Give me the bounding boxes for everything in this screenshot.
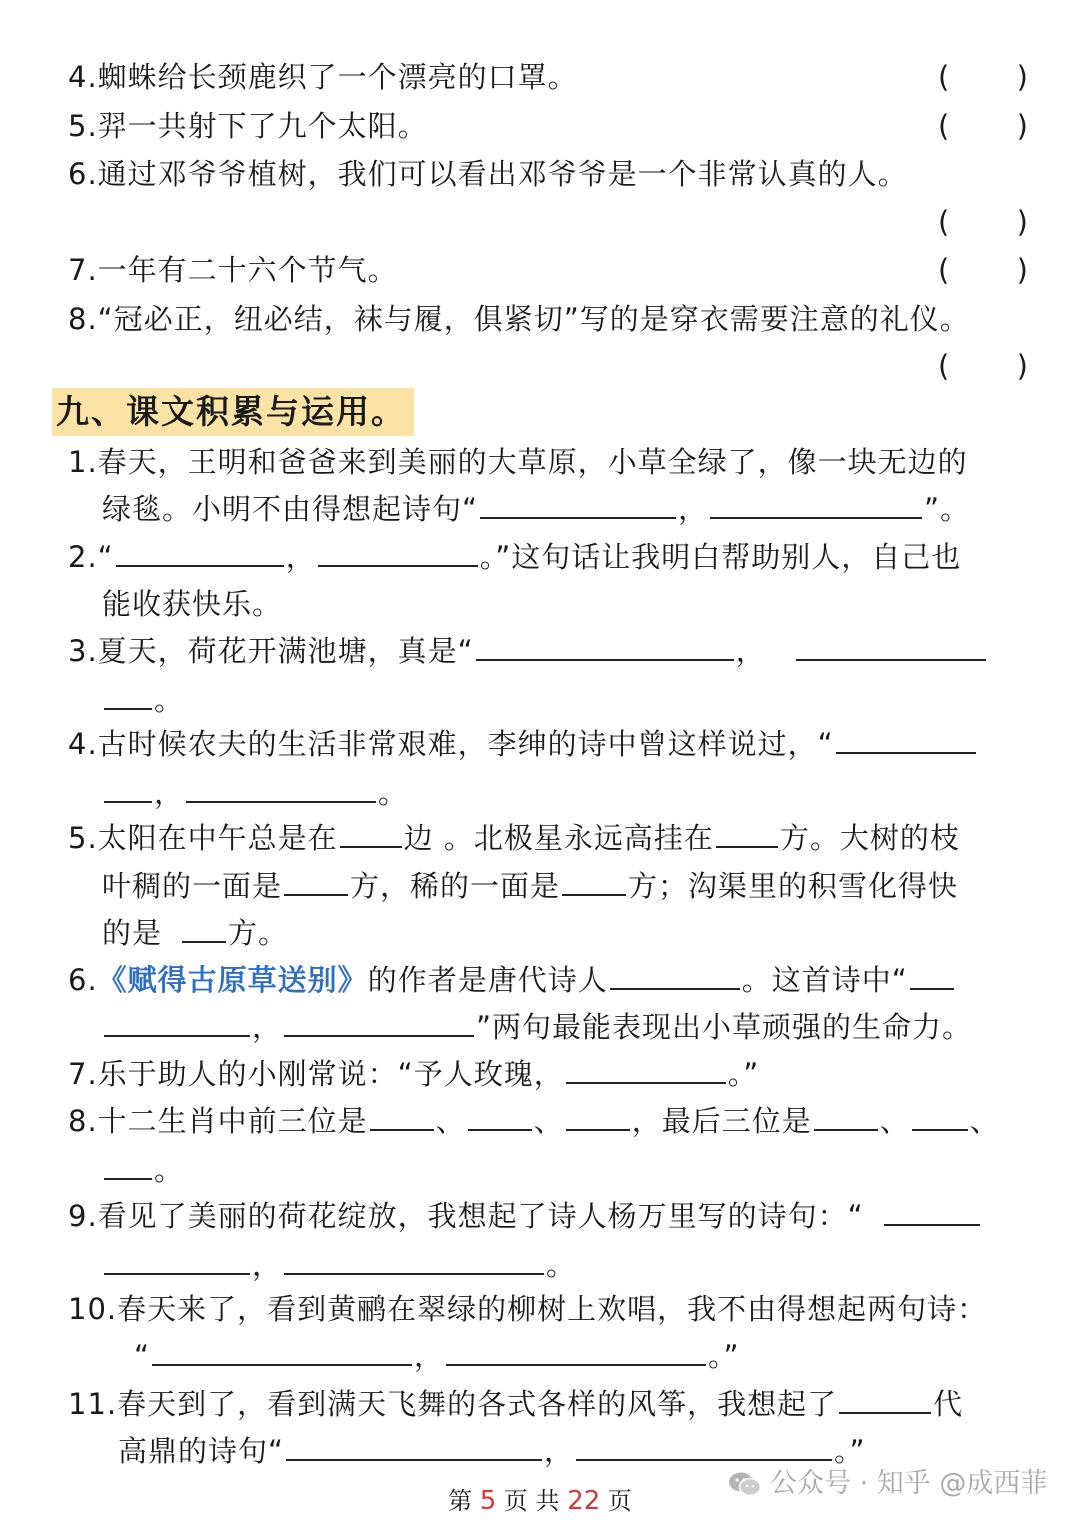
answer-paren[interactable]: ( ) xyxy=(938,60,1028,94)
answer-blank[interactable] xyxy=(104,1009,250,1037)
fill-q4-line1: 4.古时候农夫的生活非常艰难，李绅的诗中曾这样说过，“ xyxy=(68,724,978,764)
answer-paren[interactable]: ( ) xyxy=(938,109,1028,143)
fill-q9-line2: ， 。 xyxy=(102,1245,576,1285)
answer-blank[interactable] xyxy=(284,1009,474,1037)
judge-q4: 4.蜘蛛给长颈鹿织了一个漂亮的口罩。 xyxy=(68,60,578,94)
answer-blank[interactable] xyxy=(284,868,348,896)
fill-q10-line1: 10.春天来了，看到黄鹂在翠绿的柳树上欢唱，我不由得想起两句诗： xyxy=(68,1292,988,1326)
answer-blank[interactable] xyxy=(446,1338,706,1366)
answer-blank[interactable] xyxy=(912,1103,968,1131)
page-footer: 第 5 页 共 22 页 xyxy=(448,1486,632,1516)
answer-blank[interactable] xyxy=(576,1433,832,1461)
answer-blank[interactable] xyxy=(152,1338,412,1366)
answer-blank[interactable] xyxy=(476,633,734,661)
answer-blank[interactable] xyxy=(370,1103,434,1131)
watermark-text: 公众号 · 知乎 @成西菲 xyxy=(770,1468,1048,1499)
fill-q5-line3: 的是 方。 xyxy=(102,916,289,950)
fill-q4-line2: ， 。 xyxy=(102,773,408,813)
answer-blank[interactable] xyxy=(814,1103,878,1131)
answer-blank[interactable] xyxy=(716,820,778,848)
fill-q3-line1: 3.夏天，荷花开满池塘，真是“ ， xyxy=(68,631,988,671)
fill-q6-line2: ， ”两句最能表现出小草顽强的生命力。 xyxy=(102,1007,972,1047)
fill-q11-line1: 11.春天到了，看到满天飞舞的各式各样的风筝，我想起了 代 xyxy=(68,1387,964,1421)
answer-blank[interactable] xyxy=(710,491,922,519)
poem-title-link: 《赋得古原草送别》 xyxy=(97,963,368,997)
answer-blank[interactable] xyxy=(104,1152,152,1180)
fill-q8-line2: 。 xyxy=(102,1150,184,1190)
fill-q1-line1: 1.春天，王明和爸爸来到美丽的大草原，小草全绿了，像一块无边的 xyxy=(68,445,968,479)
answer-blank[interactable] xyxy=(104,1247,250,1275)
fill-q9-line1: 9.看见了美丽的荷花绽放，我想起了诗人杨万里写的诗句：“ xyxy=(68,1196,982,1236)
fill-q10-line2: “ ， 。” xyxy=(134,1339,740,1373)
current-page: 5 xyxy=(479,1486,497,1516)
answer-blank[interactable] xyxy=(884,1198,980,1226)
fill-q5-line2: 叶稠的一面是 方，稀的一面是 方；沟渠里的积雪化得快 xyxy=(102,869,959,903)
answer-blank[interactable] xyxy=(839,1386,931,1414)
answer-blank[interactable] xyxy=(566,1103,630,1131)
answer-blank[interactable] xyxy=(910,962,954,990)
answer-blank[interactable] xyxy=(318,539,478,567)
answer-blank[interactable] xyxy=(610,962,740,990)
fill-q5-line1: 5.太阳在中午总是在 边 。北极星永远高挂在 方。大树的枝 xyxy=(68,821,960,855)
answer-blank[interactable] xyxy=(566,1056,726,1084)
answer-blank[interactable] xyxy=(186,775,376,803)
fill-q2-line2: 能收获快乐。 xyxy=(102,587,283,621)
answer-blank[interactable] xyxy=(480,491,676,519)
answer-blank[interactable] xyxy=(468,1103,532,1131)
answer-paren[interactable]: ( ) xyxy=(938,205,1028,239)
total-pages: 22 xyxy=(567,1486,601,1516)
section-title: 九、课文积累与运用。 xyxy=(52,388,414,436)
answer-blank[interactable] xyxy=(284,1247,544,1275)
fill-q11-line2: 高鼎的诗句“ ， 。” xyxy=(118,1434,866,1468)
answer-blank[interactable] xyxy=(104,775,152,803)
answer-blank[interactable] xyxy=(796,633,986,661)
fill-q2-line1: 2.“ ， 。”这句话让我明白帮助别人，自己也 xyxy=(68,540,962,574)
fill-q1-line2: 绿毯。小明不由得想起诗句“ ， ”。 xyxy=(102,492,971,526)
answer-paren[interactable]: ( ) xyxy=(938,253,1028,287)
answer-blank[interactable] xyxy=(836,726,976,754)
answer-paren[interactable]: ( ) xyxy=(938,349,1028,383)
judge-q7: 7.一年有二十六个节气。 xyxy=(68,253,398,287)
answer-blank[interactable] xyxy=(116,539,284,567)
answer-blank[interactable] xyxy=(562,868,626,896)
judge-q6: 6.通过邓爷爷植树，我们可以看出邓爷爷是一个非常认真的人。 xyxy=(68,157,908,191)
fill-q3-line2: 。 xyxy=(102,680,184,720)
fill-q8-line1: 8.十二生肖中前三位是 、 、 ，最后三位是 、 、 xyxy=(68,1104,1000,1138)
answer-blank[interactable] xyxy=(286,1433,542,1461)
judge-q5: 5.羿一共射下了九个太阳。 xyxy=(68,109,428,143)
answer-blank[interactable] xyxy=(104,682,152,710)
answer-blank[interactable] xyxy=(340,820,402,848)
answer-blank[interactable] xyxy=(182,915,226,943)
fill-q7: 7.乐于助人的小刚常说：“予人玫瑰， 。” xyxy=(68,1057,760,1091)
fill-q6-line1: 6.《赋得古原草送别》的作者是唐代诗人 。这首诗中“ xyxy=(68,960,956,1000)
judge-q8: 8.“冠必正，纽必结，袜与履，俱紧切”写的是穿衣需要注意的礼仪。 xyxy=(68,302,970,336)
